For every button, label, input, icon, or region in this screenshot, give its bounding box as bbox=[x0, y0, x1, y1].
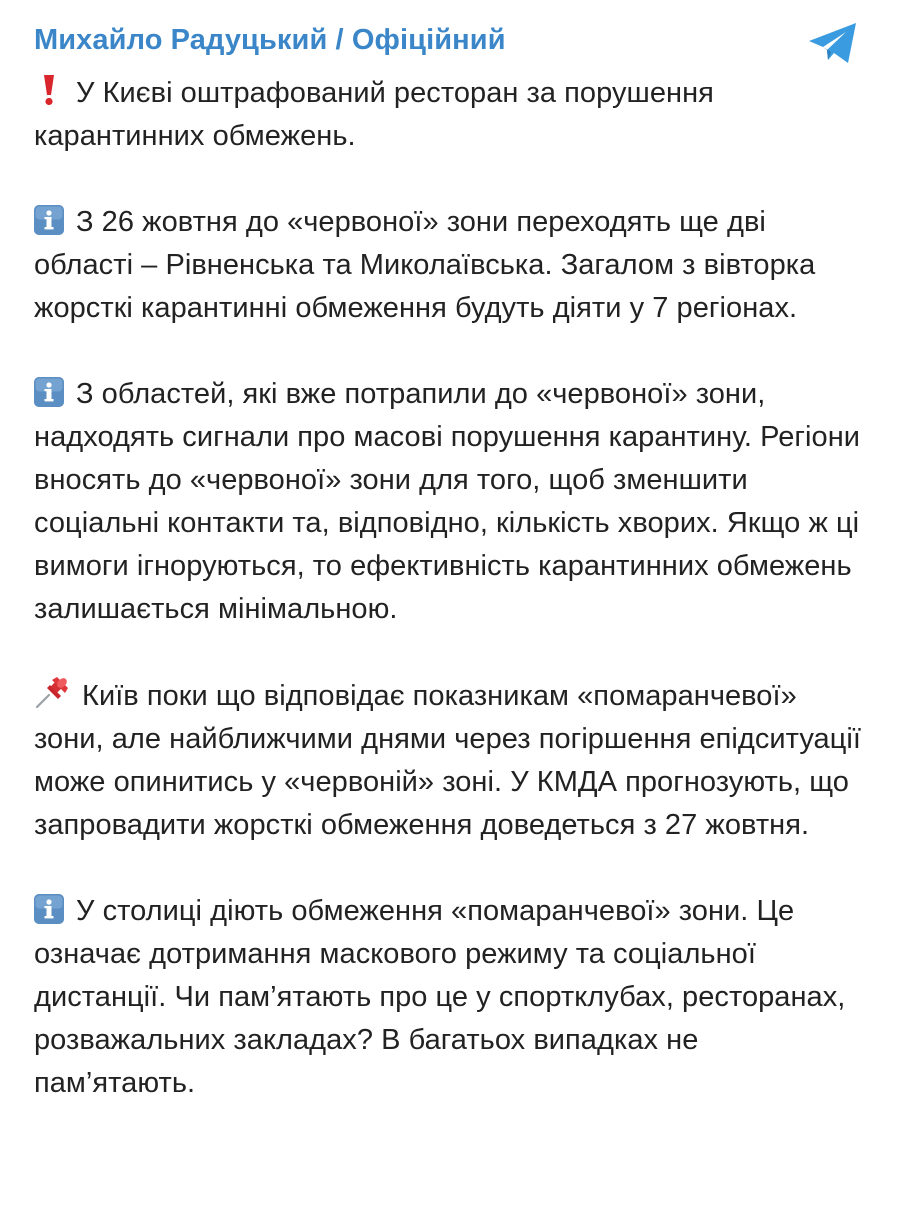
paragraph-text: У Києві оштрафований ресторан за порушення карантинних обмежень. bbox=[34, 77, 714, 152]
paragraph-text: З областей, які вже потрапили до «червоної» зони, надходять сигнали про масові порушення карантину. Регіони вносять до «червоної» зони для того, щоб зменшити соціальні контакти та, відповідно, кількість хворих. Якщо ж ці вимоги ігноруються, то ефективність карантинних обмежень залишається мінімальною. bbox=[34, 378, 861, 625]
post-body bbox=[34, 72, 866, 1105]
paragraph-text: Київ поки що відповідає показникам «помаранчевої» зони, але найближчими днями через погіршення епідситуації може опинитись у «червоній» зоні. У КМДА прогнозують, що запровадити жорсткі обмеження доведеться з 27 жовтня. bbox=[34, 680, 861, 841]
post-paragraph bbox=[34, 890, 866, 1105]
information-icon bbox=[34, 205, 64, 235]
information-icon bbox=[34, 377, 64, 407]
information-icon bbox=[34, 894, 64, 924]
paragraph-text: У столиці діють обмеження «помаранчевої» зони. Це означає дотримання маскового режиму та соціальної дистанції. Чи пам’ятають про це у спортклубах, ресторанах, розважальних закладах? В багатьох випадках не пам’ятають. bbox=[34, 895, 846, 1099]
post-paragraph bbox=[34, 72, 866, 158]
post-header bbox=[34, 22, 866, 64]
telegram-plane-icon[interactable] bbox=[806, 20, 860, 66]
post-paragraph bbox=[34, 201, 866, 330]
pushpin-icon bbox=[34, 674, 72, 710]
post-paragraph bbox=[34, 674, 866, 847]
post-paragraph bbox=[34, 373, 866, 631]
channel-name-link[interactable]: Михайло Радуцький / Офіційний bbox=[34, 24, 506, 56]
paragraph-text: З 26 жовтня до «червоної» зони переходять ще дві області – Рівненська та Миколаївська. Загалом з вівторка жорсткі карантинні обмеження будуть діяти у 7 регіонах. bbox=[34, 206, 816, 324]
red-exclamation-icon bbox=[34, 74, 64, 106]
